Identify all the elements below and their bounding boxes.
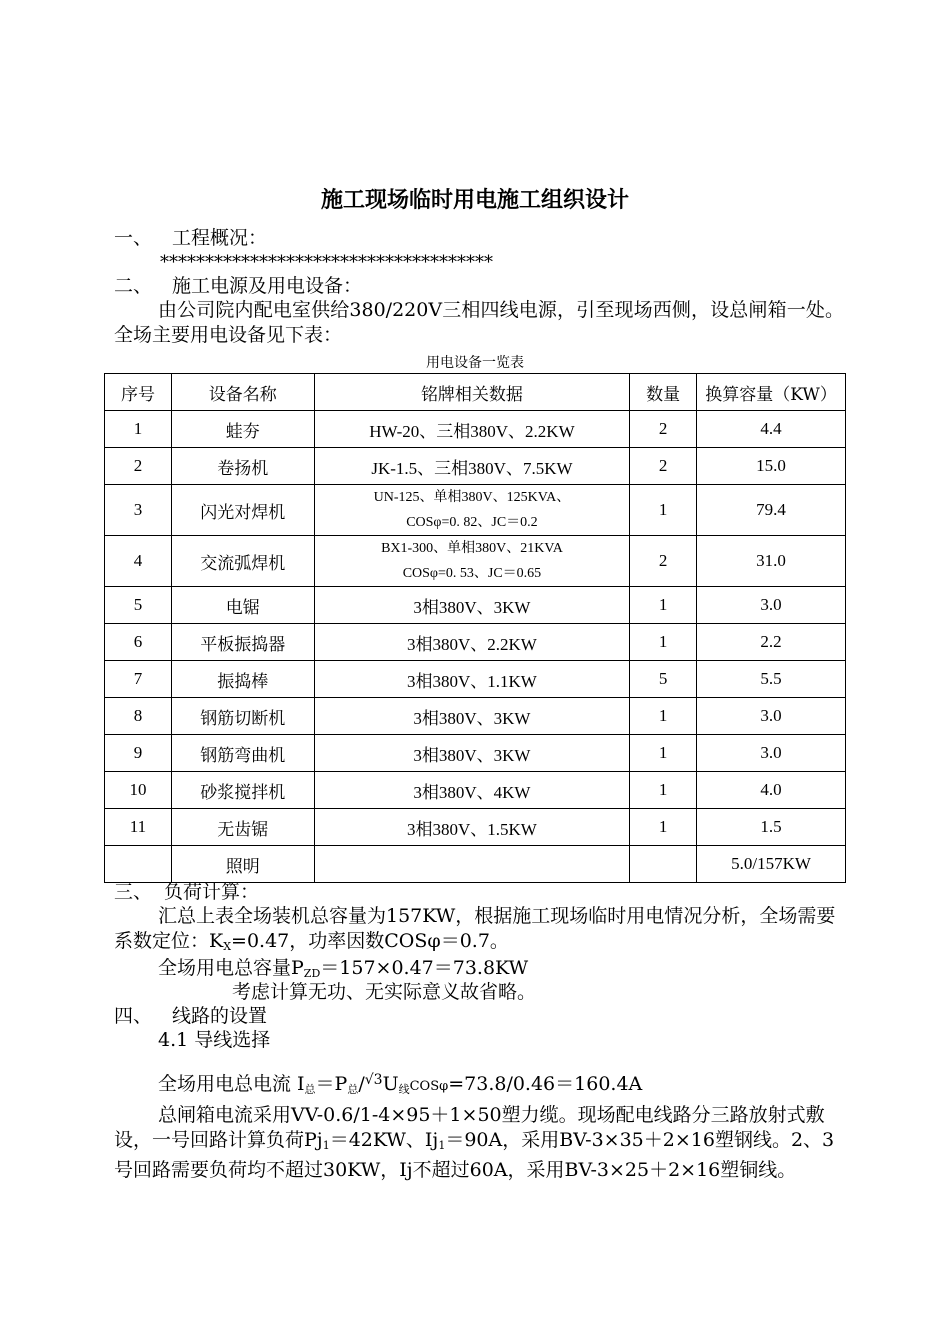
table-row xyxy=(105,485,846,536)
cell-name: 闪光对焊机 xyxy=(171,485,314,536)
cell-name: 蛙夯 xyxy=(171,411,314,448)
cell-spec: 3相380V、4KW xyxy=(314,772,630,809)
cell-name: 卷扬机 xyxy=(171,448,314,485)
placeholder-stars: ************************************* xyxy=(160,252,493,273)
cell-name: 钢筋切断机 xyxy=(171,698,314,735)
cell-spec: HW-20、三相380V、2.2KW xyxy=(314,411,630,448)
table-row xyxy=(105,661,846,698)
cell-qty: 1 xyxy=(630,587,697,624)
cell-kw: 5.5 xyxy=(697,661,846,698)
section-number: 二、 xyxy=(114,275,153,297)
cell-kw: 15.0 xyxy=(697,448,846,485)
cell-no: 10 xyxy=(105,772,172,809)
subscript: 总 xyxy=(347,1083,359,1096)
spec-line: UN-125、单相380V、125KVA、 xyxy=(373,490,571,505)
cell-kw: 5.0/157KW xyxy=(697,846,846,883)
cell-no: 4 xyxy=(105,536,172,587)
table-row xyxy=(105,735,846,772)
cell-kw: 2.2 xyxy=(697,624,846,661)
subscript: COSφ xyxy=(409,1079,449,1094)
text-run: ＝90A，采用BV-3×35＋2×16塑钢线。2、3号回路需要负荷均不超过30KW，Ij不超过60A，采用BV-3×25＋2×16塑铜线。 xyxy=(114,1129,835,1181)
sqrt-symbol: √3 xyxy=(364,1072,383,1088)
subsection-heading: 4.1 导线选择 xyxy=(158,1029,271,1051)
cell-qty: 1 xyxy=(630,772,697,809)
section-number: 一、 xyxy=(114,227,153,249)
cell-name: 无齿锯 xyxy=(171,809,314,846)
text-run: 全场用电总容量P xyxy=(158,957,304,979)
table-row xyxy=(105,587,846,624)
cell-spec: 3相380V、3KW xyxy=(314,735,630,772)
cell-qty: 1 xyxy=(630,485,697,536)
cell-qty: 5 xyxy=(630,661,697,698)
table-row xyxy=(105,411,846,448)
cell-no: 5 xyxy=(105,587,172,624)
cell-kw: 31.0 xyxy=(697,536,846,587)
table-row xyxy=(105,772,846,809)
current-formula xyxy=(158,1068,642,1102)
subscript: ZD xyxy=(303,967,321,980)
section-title: 工程概况： xyxy=(172,227,268,249)
cell-spec: 3相380V、2.2KW xyxy=(314,624,630,661)
text-run: ＝157×0.47＝73.8KW xyxy=(320,957,529,979)
cell-spec xyxy=(314,536,630,587)
cell-qty: 1 xyxy=(630,735,697,772)
section3-paragraph1 xyxy=(114,904,850,959)
table-header-row xyxy=(105,374,846,411)
cell-kw: 79.4 xyxy=(697,485,846,536)
text-run: 总闸箱电流采用VV-0.6/1-4×95＋1×50塑力缆。现场配电线路分三路放射式敷设，一号回路计算负荷Pj xyxy=(114,1104,825,1151)
section3-heading xyxy=(114,880,259,904)
section4-paragraph xyxy=(114,1103,850,1183)
cell-kw: 3.0 xyxy=(697,587,846,624)
text-run: 全场用电总电流 I xyxy=(158,1073,305,1095)
section2-heading xyxy=(114,274,362,298)
cell-kw: 3.0 xyxy=(697,735,846,772)
equipment-table xyxy=(104,373,846,883)
cell-qty: 2 xyxy=(630,448,697,485)
cell-spec xyxy=(314,846,630,883)
cell-spec: 3相380V、3KW xyxy=(314,587,630,624)
cell-no: 2 xyxy=(105,448,172,485)
section4-heading xyxy=(114,1004,267,1028)
text-run: ＝P xyxy=(315,1073,348,1095)
subscript: 1 xyxy=(438,1139,446,1152)
cell-no: 6 xyxy=(105,624,172,661)
cell-name: 钢筋弯曲机 xyxy=(171,735,314,772)
cell-no: 11 xyxy=(105,809,172,846)
table-row xyxy=(105,809,846,846)
cell-spec xyxy=(314,485,630,536)
cell-no: 1 xyxy=(105,411,172,448)
section-title: 负荷计算： xyxy=(164,881,260,903)
cell-no: 3 xyxy=(105,485,172,536)
table-caption: 用电设备一览表 xyxy=(426,355,524,371)
text-run: / xyxy=(358,1073,365,1095)
cell-kw: 3.0 xyxy=(697,698,846,735)
cell-no: 8 xyxy=(105,698,172,735)
section-title: 施工电源及用电设备： xyxy=(172,275,363,297)
cell-name: 照明 xyxy=(171,846,314,883)
cell-kw: 1.5 xyxy=(697,809,846,846)
header-name: 设备名称 xyxy=(171,374,314,411)
spec-line: BX1-300、单相380V、21KVA xyxy=(381,541,563,556)
subscript: 总 xyxy=(304,1083,316,1096)
section2-paragraph: 由公司院内配电室供给380/220V三相四线电源，引至现场西侧，设总闸箱一处。全场主要用电设备见下表： xyxy=(114,299,844,346)
cell-no: 9 xyxy=(105,735,172,772)
table-row xyxy=(105,698,846,735)
document-title: 施工现场临时用电施工组织设计 xyxy=(320,188,629,213)
table-row xyxy=(105,536,846,587)
text-run: =0.47，功率因数COSφ＝0.7。 xyxy=(231,930,509,952)
text-run: ＝42KW、Ij xyxy=(329,1129,439,1151)
cell-spec: 3相380V、1.5KW xyxy=(314,809,630,846)
section3-paragraph3: 考虑计算无功、无实际意义故省略。 xyxy=(232,981,537,1003)
header-spec: 铭牌相关数据 xyxy=(314,374,630,411)
spec-line: COSφ=0. 82、JC＝0.2 xyxy=(406,515,538,530)
subscript: 1 xyxy=(322,1139,330,1152)
cell-spec: JK-1.5、三相380V、7.5KW xyxy=(314,448,630,485)
cell-qty: 1 xyxy=(630,624,697,661)
section1-heading xyxy=(114,226,267,250)
cell-kw: 4.0 xyxy=(697,772,846,809)
subscript: 线 xyxy=(398,1083,410,1096)
subscript: X xyxy=(223,940,232,953)
cell-name: 电锯 xyxy=(171,587,314,624)
cell-qty: 2 xyxy=(630,411,697,448)
cell-qty xyxy=(630,846,697,883)
table-row xyxy=(105,448,846,485)
cell-qty: 1 xyxy=(630,809,697,846)
cell-qty: 1 xyxy=(630,698,697,735)
header-qty: 数量 xyxy=(630,374,697,411)
cell-name: 振捣棒 xyxy=(171,661,314,698)
cell-no: 7 xyxy=(105,661,172,698)
cell-spec: 3相380V、3KW xyxy=(314,698,630,735)
cell-qty: 2 xyxy=(630,536,697,587)
table-row xyxy=(105,624,846,661)
text-run: =73.8/0.46＝160.4A xyxy=(448,1073,643,1095)
table-row xyxy=(105,846,846,883)
spec-line: COSφ=0. 53、JC＝0.65 xyxy=(402,566,542,581)
section-number: 三、 xyxy=(114,881,153,903)
cell-spec: 3相380V、1.1KW xyxy=(314,661,630,698)
section-number: 四、 xyxy=(114,1005,153,1027)
text-run: 汇总上表全场装机总容量为157KW，根据施工现场临时用电情况分析，全场需要系数定位：K xyxy=(114,905,836,952)
cell-no xyxy=(105,846,172,883)
section-title: 线路的设置 xyxy=(172,1005,268,1027)
cell-name: 砂浆搅拌机 xyxy=(171,772,314,809)
cell-name: 平板振捣器 xyxy=(171,624,314,661)
text-run: U xyxy=(382,1073,399,1095)
cell-kw: 4.4 xyxy=(697,411,846,448)
header-kw: 换算容量（KW） xyxy=(697,374,846,411)
cell-name: 交流弧焊机 xyxy=(171,536,314,587)
header-no: 序号 xyxy=(105,374,172,411)
